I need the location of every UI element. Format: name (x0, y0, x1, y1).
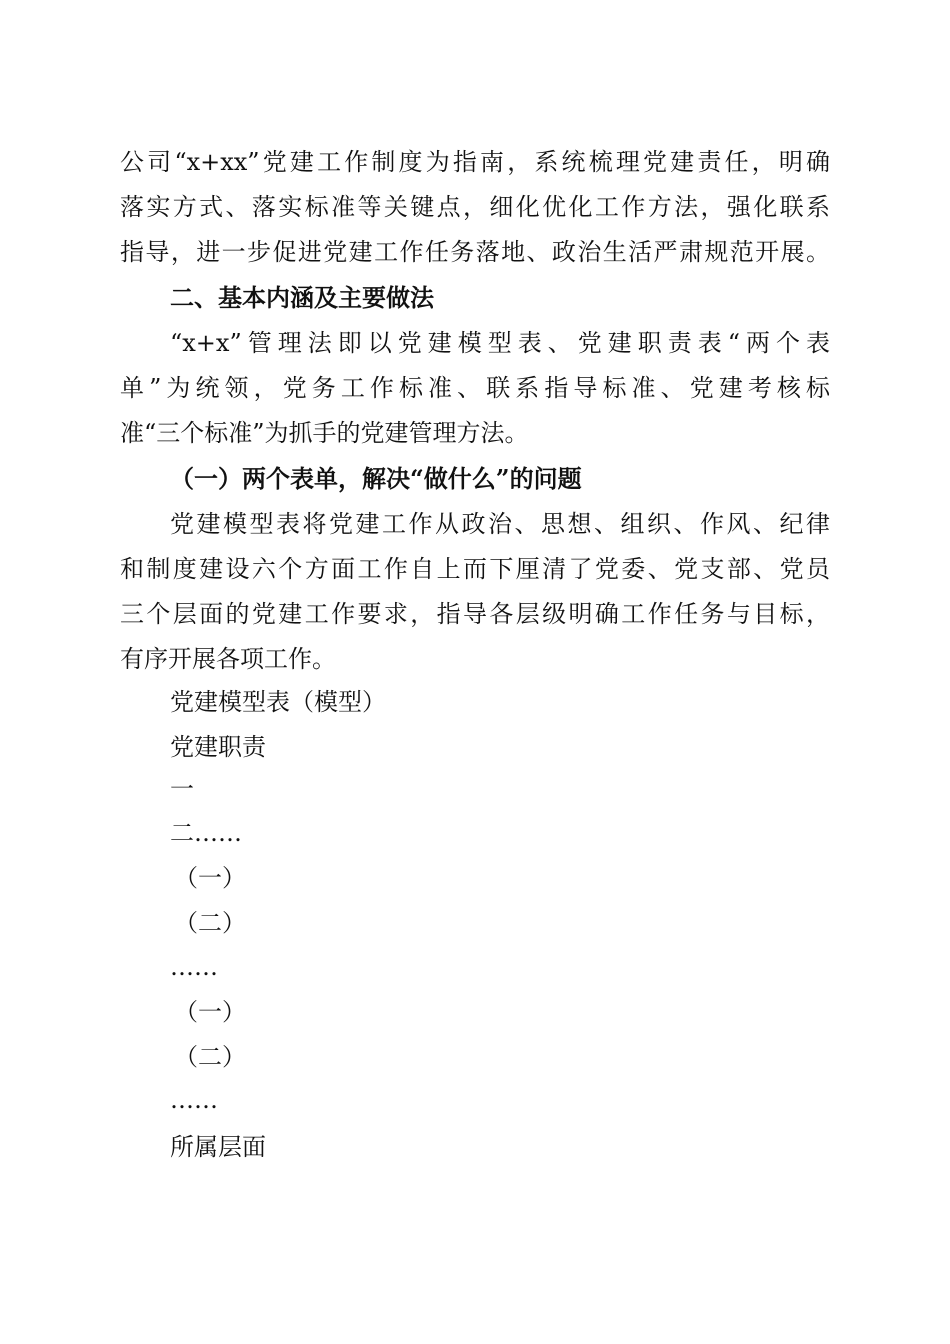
intro-line-1: 公司“x+xx”党建工作制度为指南，系统梳理党建责任，明确 (120, 148, 830, 176)
section-heading: 二、基本内涵及主要做法 (170, 283, 434, 312)
model-line-3: 三个层面的党建工作要求，指导各层级明确工作任务与目标， (120, 600, 830, 628)
method-line-1: “x+x”管理法即以党建模型表、党建职责表“两个表 (170, 329, 830, 357)
intro-line-3: 指导，进一步促进党建工作任务落地、政治生活严肃规范开展。 (120, 238, 830, 266)
outline-item: （二） (174, 1043, 246, 1071)
outline-item: 二…… (170, 819, 242, 847)
intro-line-2: 落实方式、落实标准等关键点，细化优化工作方法，强化联系 (120, 193, 830, 221)
method-line-2: 单”为统领，党务工作标准、联系指导标准、党建考核标 (120, 374, 830, 402)
outline-item: （二） (174, 909, 246, 937)
outline-item: （一） (174, 864, 246, 892)
model-line-1: 党建模型表将党建工作从政治、思想、组织、作风、纪律 (170, 510, 830, 538)
outline-item: 党建职责 (170, 733, 266, 761)
subheading: （一）两个表单，解决“做什么”的问题 (170, 464, 582, 493)
method-line-3: 准“三个标准”为抓手的党建管理方法。 (120, 419, 529, 447)
outline-item: 党建模型表（模型） (170, 688, 386, 716)
outline-item: 所属层面 (170, 1133, 266, 1161)
outline-item: …… (170, 1086, 218, 1114)
model-line-4: 有序开展各项工作。 (120, 645, 336, 673)
model-line-2: 和制度建设六个方面工作自上而下厘清了党委、党支部、党员 (120, 555, 830, 583)
outline-item: 一 (170, 775, 194, 803)
outline-item: …… (170, 953, 218, 981)
outline-item: （一） (174, 998, 246, 1026)
